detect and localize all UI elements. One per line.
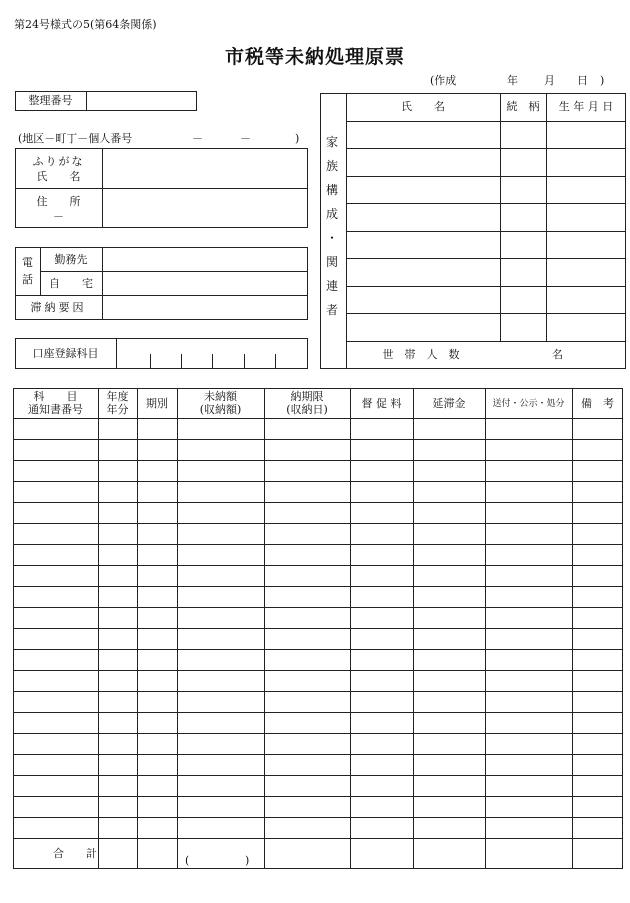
header-period: 期別 <box>146 397 168 410</box>
header-late-fee: 延滞金 <box>432 397 466 410</box>
ledger-row-rule <box>13 733 623 734</box>
ledger-row-rule <box>13 544 623 545</box>
ledger-row-rule <box>13 523 623 524</box>
ledger-row-rule <box>13 670 623 671</box>
header-subject: 科 目 通知書番号 <box>28 390 83 416</box>
form-title: 市税等未納処理原票 <box>224 46 405 68</box>
district-dash-1: － <box>192 132 203 145</box>
total-paren-close: ) <box>245 854 250 867</box>
district-close: ) <box>295 132 300 145</box>
name-input[interactable] <box>104 150 306 186</box>
ledger-row-rule <box>13 796 623 797</box>
name-label: 氏 名 <box>36 170 81 183</box>
total-label: 合 計 <box>53 847 97 860</box>
created-open: (作成 <box>430 74 457 87</box>
address-label: 住 所 <box>36 195 81 208</box>
household-count-input[interactable] <box>500 343 550 367</box>
created-month-input[interactable] <box>520 70 544 90</box>
header-reminder-fee: 督 促 料 <box>361 397 402 410</box>
reason-input[interactable] <box>104 297 306 319</box>
ledger-row-rule <box>13 775 623 776</box>
address-dash: － <box>53 210 64 223</box>
reason-label: 滞納要因 <box>30 301 87 314</box>
household-unit: 名 <box>552 348 563 361</box>
ledger-row-rule <box>13 418 623 419</box>
ledger-row-rule <box>13 502 623 503</box>
header-unpaid: 未納額 (収納額) <box>199 390 242 416</box>
created-day-label: 日 <box>577 74 588 87</box>
ledger-row-rule <box>13 439 623 440</box>
home-phone-input[interactable] <box>104 273 306 294</box>
header-remarks: 備 考 <box>581 397 614 410</box>
family-relation-header: 続 柄 <box>506 100 540 113</box>
ledger-row-rule <box>13 649 623 650</box>
home-label: 自 宅 <box>49 277 93 290</box>
ledger-row-rule <box>13 691 623 692</box>
family-birth-header: 生 年 月 日 <box>558 100 614 113</box>
created-year-label: 年 <box>507 74 518 87</box>
address-input[interactable] <box>104 190 306 226</box>
ledger-row-rule <box>13 817 623 818</box>
created-year-input[interactable] <box>462 70 506 90</box>
seiri-label: 整理番号 <box>28 94 73 107</box>
created-close: ) <box>600 74 605 87</box>
ledger-row-rule <box>13 754 623 755</box>
district-label: (地区－町丁－個人番号 <box>18 132 133 145</box>
ledger-row-rule <box>13 460 623 461</box>
work-label: 勤務先 <box>54 253 88 266</box>
created-day-input[interactable] <box>557 70 577 90</box>
created-month-label: 月 <box>544 74 555 87</box>
total-paren-open: ( <box>185 854 190 867</box>
work-phone-input[interactable] <box>104 249 306 270</box>
ledger-row-rule <box>13 586 623 587</box>
household-label: 世 帯 人 数 <box>382 348 460 361</box>
district-dash-2: － <box>240 132 251 145</box>
total-row-rule <box>13 838 623 839</box>
ledger-row-rule <box>13 481 623 482</box>
ledger-row-rule <box>13 607 623 608</box>
header-due-date: 納期限 (収納日) <box>286 390 328 416</box>
header-disposition: 送付・公示・処分 <box>492 399 565 409</box>
header-year: 年度 年分 <box>106 390 129 416</box>
ledger-row-rule <box>13 712 623 713</box>
phone-label-1: 電 <box>22 256 33 269</box>
form-number: 第24号様式の5(第64条関係) <box>14 18 157 31</box>
ledger-row-rule <box>13 565 623 566</box>
family-name-header: 氏 名 <box>401 100 445 113</box>
furigana-label: ふりがな <box>32 155 85 168</box>
family-side-label: 家 族 構 成 ・ 関 連 者 <box>325 135 338 317</box>
seiri-number-input[interactable] <box>87 92 196 110</box>
ledger-row-rule <box>13 628 623 629</box>
bank-label: 口座登録科目 <box>32 347 99 360</box>
phone-label-2: 話 <box>22 273 33 286</box>
